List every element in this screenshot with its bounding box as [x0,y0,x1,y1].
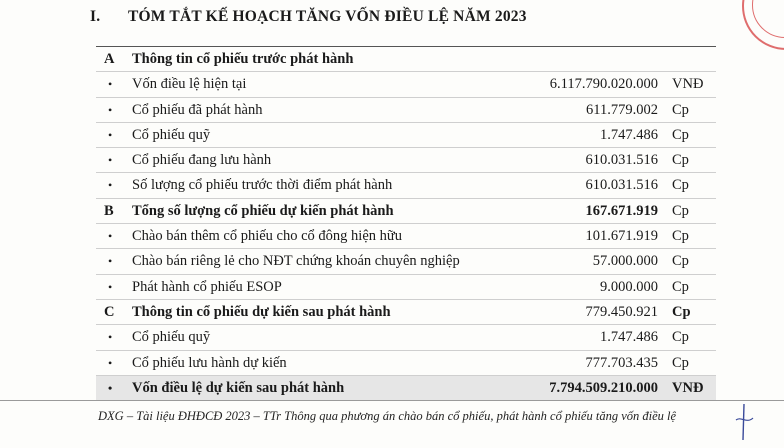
row-label: Số lượng cổ phiếu trước thời điểm phát hành [132,177,393,194]
table-row [96,71,716,96]
table-row [96,122,716,147]
section-number: I. [90,8,101,25]
row-label: Tổng số lượng cổ phiếu dự kiến phát hành [132,202,394,219]
row-unit: Cp [672,303,691,320]
seal-inner-ring [752,0,784,38]
row-unit: Cp [672,101,689,118]
row-value: 779.450.921 [585,303,658,320]
row-marker: A [104,51,115,67]
bullet-icon: • [108,178,113,193]
row-value: 777.703.435 [585,354,658,371]
row-value: 101.671.919 [585,228,658,245]
bullet-icon: • [108,330,113,345]
row-unit: Cp [672,177,689,194]
bullet-icon: • [108,127,113,142]
row-label: Thông tin cổ phiếu dự kiến sau phát hành [132,303,391,320]
company-seal-stamp [742,0,784,50]
row-unit: VNĐ [672,76,704,93]
row-value: 9.000.000 [600,278,658,295]
bullet-icon: • [108,380,113,395]
table-row-section-c [96,299,716,324]
table-row-section-b [96,198,716,223]
bullet-icon: • [108,279,113,294]
row-value: 610.031.516 [585,152,658,169]
row-label: Cổ phiếu đã phát hành [132,101,263,118]
row-label: Cổ phiếu đang lưu hành [132,152,272,169]
row-label: Cổ phiếu quỹ [132,126,211,143]
row-marker: C [104,303,115,320]
row-value: 167.671.919 [585,202,658,219]
signature-mark-icon [733,402,755,442]
table-row [96,248,716,273]
row-value: 1.747.486 [600,126,658,143]
bullet-icon: • [108,77,113,92]
table-row-section-a [96,46,716,71]
row-label: Chào bán thêm cổ phiếu cho cổ đông hiện hữu [132,228,403,245]
row-unit: Cp [672,329,689,346]
row-unit: Cp [672,126,689,143]
footer-divider [0,400,784,401]
section-heading [90,8,527,26]
row-label: Vốn điều lệ hiện tại [132,76,247,93]
row-label: Thông tin cổ phiếu trước phát hành [132,51,354,67]
row-value: 6.117.790.020.000 [549,76,658,93]
row-value: 610.031.516 [585,177,658,194]
row-marker: B [104,202,114,219]
table-row [96,274,716,299]
table-row-total [96,375,716,401]
row-value: 57.000.000 [592,253,658,270]
table-row [96,172,716,197]
bullet-icon: • [108,254,113,269]
row-value: 1.747.486 [600,329,658,346]
row-value: 611.779.002 [586,101,658,118]
bullet-icon: • [108,102,113,117]
bullet-icon: • [108,355,113,370]
bullet-icon: • [108,229,113,244]
row-unit: Cp [672,152,689,169]
row-value: 7.794.509.210.000 [549,379,658,396]
row-unit: VNĐ [672,379,704,396]
row-unit: Cp [672,354,689,371]
row-unit: Cp [672,228,689,245]
footer-text: DXG – Tài liệu ĐHĐCĐ 2023 – TTr Thông qua phương án chào bán cổ phiếu, phát hành cổ phiếu tăng vốn điều lệ [98,409,677,423]
table-row [96,97,716,122]
table-row [96,324,716,349]
table-row [96,350,716,375]
section-title: TÓM TẮT KẾ HOẠCH TĂNG VỐN ĐIỀU LỆ NĂM 2023 [128,8,527,25]
row-label: Vốn điều lệ dự kiến sau phát hành [132,379,345,396]
row-unit: Cp [672,202,689,219]
table-row [96,147,716,172]
row-unit: Cp [672,278,689,295]
row-unit: Cp [672,253,689,270]
table-row [96,223,716,248]
row-label: Cổ phiếu quỹ [132,329,211,346]
bullet-icon: • [108,153,113,168]
row-label: Cổ phiếu lưu hành dự kiến [132,354,287,371]
capital-increase-table [96,46,716,401]
row-label: Phát hành cổ phiếu ESOP [132,278,282,295]
row-label: Chào bán riêng lẻ cho NĐT chứng khoán chuyên nghiệp [132,253,460,270]
